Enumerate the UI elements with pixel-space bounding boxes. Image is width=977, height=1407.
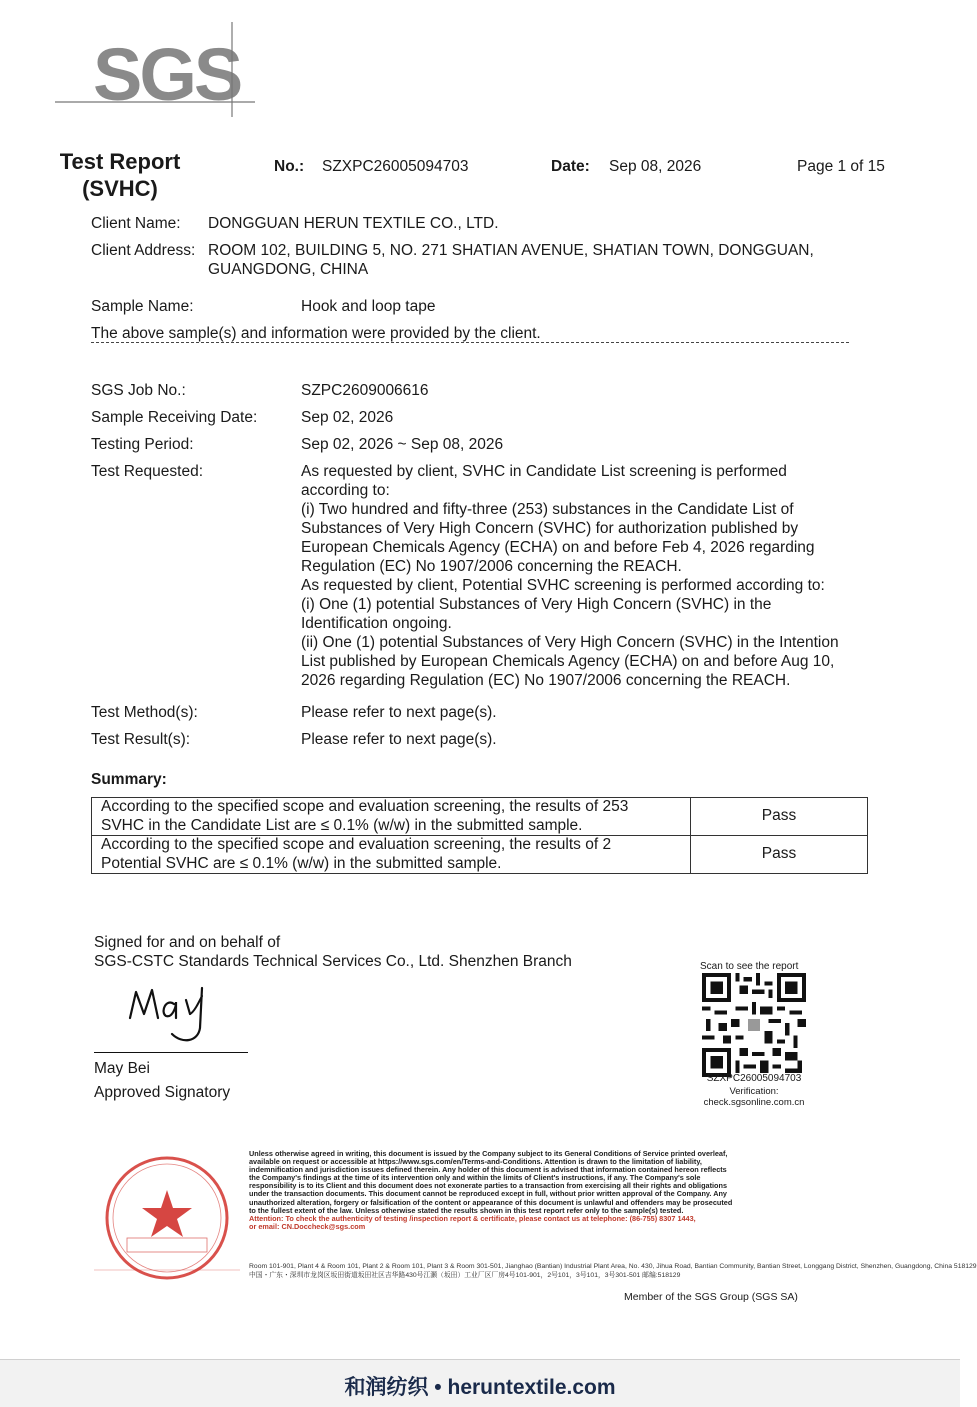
- test-requested-line: Regulation (EC) No 1907/2006 concerning the REACH.: [301, 558, 682, 575]
- summary-description-line: Potential SVHC are ≤ 0.1% (w/w) in the submitted sample.: [101, 854, 502, 872]
- summary-result: Pass: [691, 798, 868, 836]
- page-number: Page 1 of 15: [797, 158, 885, 175]
- test-requested-body: [301, 462, 866, 690]
- test-result-value: Please refer to next page(s).: [301, 731, 497, 748]
- client-address-label: Client Address:: [91, 242, 196, 259]
- test-requested-line: 2026 regarding Regulation (EC) No 1907/2006 concerning the REACH.: [301, 672, 791, 689]
- signed-on-behalf-line: Signed for and on behalf of: [94, 934, 281, 951]
- legal-line: to the fullest extent of the law. Unless otherwise stated the results shown in this test report refer only to the sample(s) tested.: [249, 1205, 684, 1215]
- address-cn: 中国・广东・深圳市龙岗区坂田街道坂田社区吉华路430号江灏（坂田）工业厂区厂房4号101-901，2号101，3号101，3号301-501 邮编:518129: [249, 1271, 681, 1279]
- test-requested-line: As requested by client, Potential SVHC screening is performed according to:: [301, 577, 825, 594]
- summary-table: [91, 797, 868, 874]
- summary-heading: Summary:: [91, 771, 167, 788]
- verification-label: Verification:: [729, 1086, 779, 1097]
- testing-period-label: Testing Period:: [91, 436, 194, 453]
- legal-line: responsibility is to its Client and this document does not exonerate parties to a transaction from exercising all their rights and obligations: [249, 1181, 728, 1191]
- address-en: Room 101-901, Plant 4 & Room 101, Plant 2 & Room 101, Plant 3 & Room 301-501, Jianghao (Bantian) Industrial Plant Area, No. 430, Jihua Road, Bantian Community, Bantian Street, Longgang District, Shenzhen, Guangdong, China 518129: [249, 1263, 977, 1270]
- legal-line: available on request or accessible at https://www.sgs.com/en/Terms-and-Conditions. Attention is drawn to the limitation of liability,: [249, 1157, 702, 1167]
- job-no-label: SGS Job No.:: [91, 382, 186, 399]
- test-requested-line: Substances of Very High Concern (SVHC) for authorization published by: [301, 520, 799, 537]
- sample-name-label: Sample Name:: [91, 298, 194, 315]
- receiving-date-value: Sep 02, 2026: [301, 409, 394, 426]
- signer-name: May Bei: [94, 1060, 150, 1077]
- sgs-logo: [55, 22, 260, 122]
- test-result-label: Test Result(s):: [91, 731, 191, 748]
- test-requested-line: As requested by client, SVHC in Candidate List screening is performed: [301, 463, 787, 480]
- client-address-line1: ROOM 102, BUILDING 5, NO. 271 SHATIAN AVENUE, SHATIAN TOWN, DONGGUAN,: [208, 242, 814, 259]
- sample-name-value: Hook and loop tape: [301, 298, 436, 315]
- testing-period-value: Sep 02, 2026 ~ Sep 08, 2026: [301, 436, 504, 453]
- summary-row: [92, 836, 868, 874]
- job-no-value: SZPC2609006616: [301, 382, 429, 399]
- report-title-line2: (SVHC): [82, 176, 158, 201]
- sample-provided-note: The above sample(s) and information were provided by the client.: [91, 325, 541, 342]
- receiving-date-label: Sample Receiving Date:: [91, 409, 258, 426]
- legal-disclaimer: [249, 1150, 802, 1231]
- qr-code-icon[interactable]: [702, 973, 806, 1077]
- qr-report-number: SZXPC26005094703: [706, 1073, 802, 1084]
- test-requested-label: Test Requested:: [91, 463, 204, 480]
- test-method-label: Test Method(s):: [91, 704, 198, 721]
- client-name-value: DONGGUAN HERUN TEXTILE CO., LTD.: [208, 215, 499, 232]
- date-label: Date:: [551, 158, 590, 175]
- banner-text[interactable]: 和润纺织 • heruntextile.com: [344, 1376, 616, 1399]
- date-value: Sep 08, 2026: [609, 158, 702, 175]
- qr-caption: Scan to see the report: [700, 961, 799, 972]
- client-address-line2: GUANGDONG, CHINA: [208, 261, 369, 278]
- qr-verification: [690, 1086, 818, 1108]
- summary-description: [92, 798, 691, 836]
- report-no-value: SZXPC26005094703: [322, 158, 469, 175]
- signing-company: SGS-CSTC Standards Technical Services Co., Ltd. Shenzhen Branch: [94, 953, 572, 970]
- attention-email[interactable]: or email: CN.Doccheck@sgs.com: [249, 1221, 366, 1231]
- official-stamp-seal: [92, 1150, 242, 1300]
- legal-line: indemnification and jurisdiction issues defined therein. Any holder of this document is advised that information contained hereon reflects: [249, 1165, 727, 1175]
- summary-description-line: According to the specified scope and evaluation screening, the results of 253: [101, 798, 629, 815]
- report-no-label: No.:: [274, 158, 305, 175]
- handwritten-signature: [120, 978, 250, 1053]
- legal-line: Unless otherwise agreed in writing, this document is issued by the Company subject to its General Conditions of Service printed overleaf,: [249, 1149, 728, 1158]
- test-requested-line: (ii) One (1) potential Substances of Very High Concern (SVHC) in the Intention: [301, 634, 839, 651]
- test-requested-line: (i) Two hundred and fifty-three (253) substances in the Candidate List of: [301, 501, 794, 518]
- watermark-banner: [0, 1359, 960, 1407]
- summary-result: Pass: [691, 836, 868, 874]
- summary-description-line: According to the specified scope and evaluation screening, the results of 2: [101, 836, 612, 853]
- test-method-value: Please refer to next page(s).: [301, 704, 497, 721]
- summary-description-line: SVHC in the Candidate List are ≤ 0.1% (w/w) in the submitted sample.: [101, 816, 583, 834]
- attention-line: Attention: To check the authenticity of testing /inspection report & certificate, please contact us at telephone: (86-755) 8307 1443,: [249, 1213, 696, 1223]
- signer-title: Approved Signatory: [94, 1084, 231, 1101]
- legal-line: unauthorized alteration, forgery or falsification of the content or appearance of this document is unlawful and offenders may be prosecuted: [249, 1197, 733, 1207]
- test-requested-line: (i) One (1) potential Substances of Very High Concern (SVHC) in the: [301, 596, 772, 613]
- legal-line: under the transaction documents. This document cannot be reproduced except in full, without prior written approval of the Company. Any: [249, 1189, 727, 1199]
- report-title-line1: Test Report: [59, 149, 181, 174]
- client-name-label: Client Name:: [91, 215, 181, 232]
- test-requested-line: according to:: [301, 482, 390, 499]
- legal-line: the Company's findings at the time of its intervention only and within the limits of Client's instructions, if any. The Company's sole: [249, 1173, 701, 1183]
- report-title: [55, 148, 185, 202]
- test-requested-line: Identification ongoing.: [301, 615, 452, 632]
- sgs-group-member: Member of the SGS Group (SGS SA): [624, 1291, 798, 1303]
- section-divider: [91, 342, 849, 343]
- company-address: [249, 1263, 977, 1280]
- svg-text:SGS: SGS: [93, 33, 241, 116]
- verification-link[interactable]: check.sgsonline.com.cn: [703, 1097, 805, 1108]
- test-requested-line: European Chemicals Agency (ECHA) on and before Feb 4, 2026 regarding: [301, 539, 815, 556]
- signature-line: [94, 1052, 248, 1053]
- summary-description: [92, 836, 691, 874]
- test-requested-line: List published by European Chemicals Agency (ECHA) on and before Aug 10,: [301, 653, 835, 670]
- summary-row: [92, 798, 868, 836]
